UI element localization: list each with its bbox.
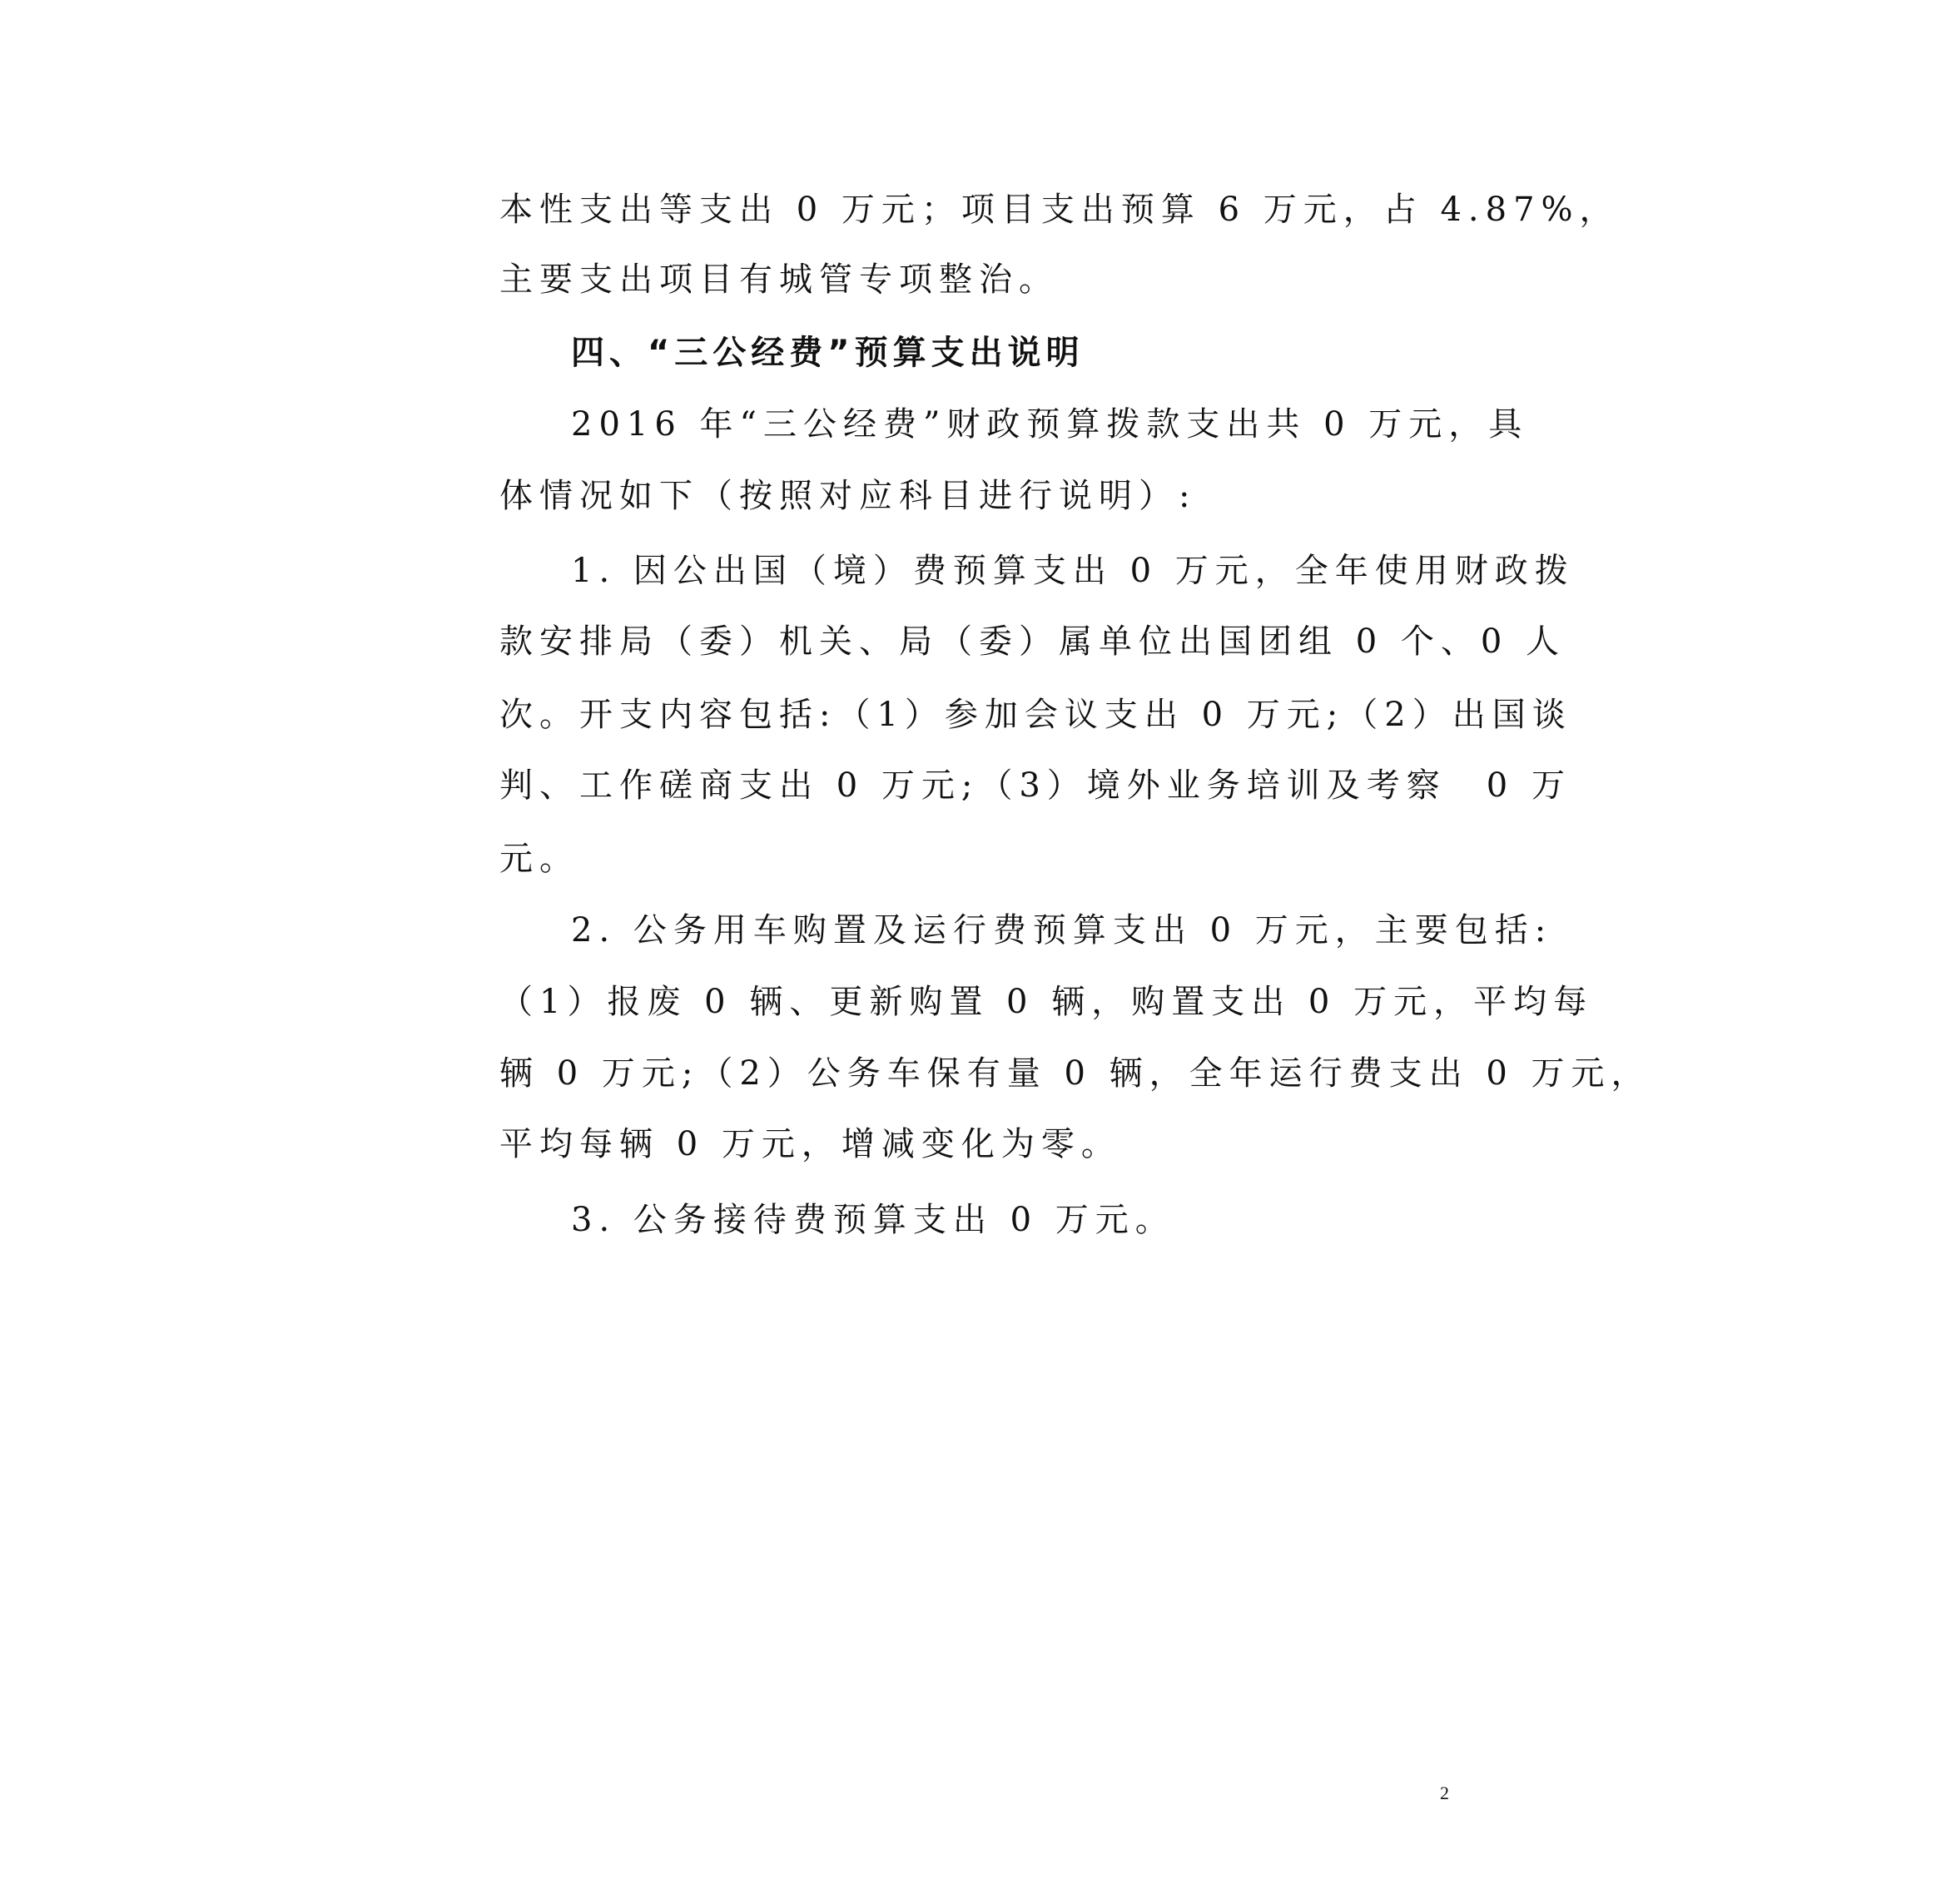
text-line-4: 2016 年“三公经费”财政预算拨款支出共 0 万元，具 — [571, 405, 1529, 444]
text-line-12: （1）报废 0 辆、更新购置 0 辆，购置支出 0 万元，平均每 — [499, 983, 1594, 1021]
text-line-15: 3. 公务接待费预算支出 0 万元。 — [571, 1201, 1175, 1239]
text-line-7: 款安排局（委）机关、局（委）属单位出国团组 0 个、0 人 — [499, 622, 1566, 661]
text-line-2: 主要支出项目有城管专项整治。 — [499, 260, 1059, 299]
text-line-10: 元。 — [499, 840, 579, 878]
text-line-13: 辆 0 万元;（2）公务车保有量 0 辆，全年运行费支出 0 万元， — [499, 1054, 1651, 1093]
text-line-5: 体情况如下（按照对应科目进行说明）: — [499, 477, 1197, 515]
text-line-11: 2. 公务用车购置及运行费预算支出 0 万元，主要包括: — [571, 911, 1553, 950]
text-line-1: 本性支出等支出 0 万元；项目支出预算 6 万元，占 4.87%， — [499, 191, 1620, 229]
text-line-8: 次。开支内容包括:（1）参加会议支出 0 万元;（2）出国谈 — [499, 696, 1572, 734]
section-heading: 四、“三公经费”预算支出说明 — [571, 334, 1085, 372]
page-number: 2 — [1440, 1783, 1449, 1803]
text-line-14: 平均每辆 0 万元，增减变化为零。 — [499, 1125, 1121, 1163]
text-line-9: 判、工作磋商支出 0 万元;（3）境外业务培训及考察 0 万 — [499, 766, 1571, 805]
text-line-6: 1. 因公出国（境）费预算支出 0 万元，全年使用财政拨 — [571, 552, 1575, 590]
